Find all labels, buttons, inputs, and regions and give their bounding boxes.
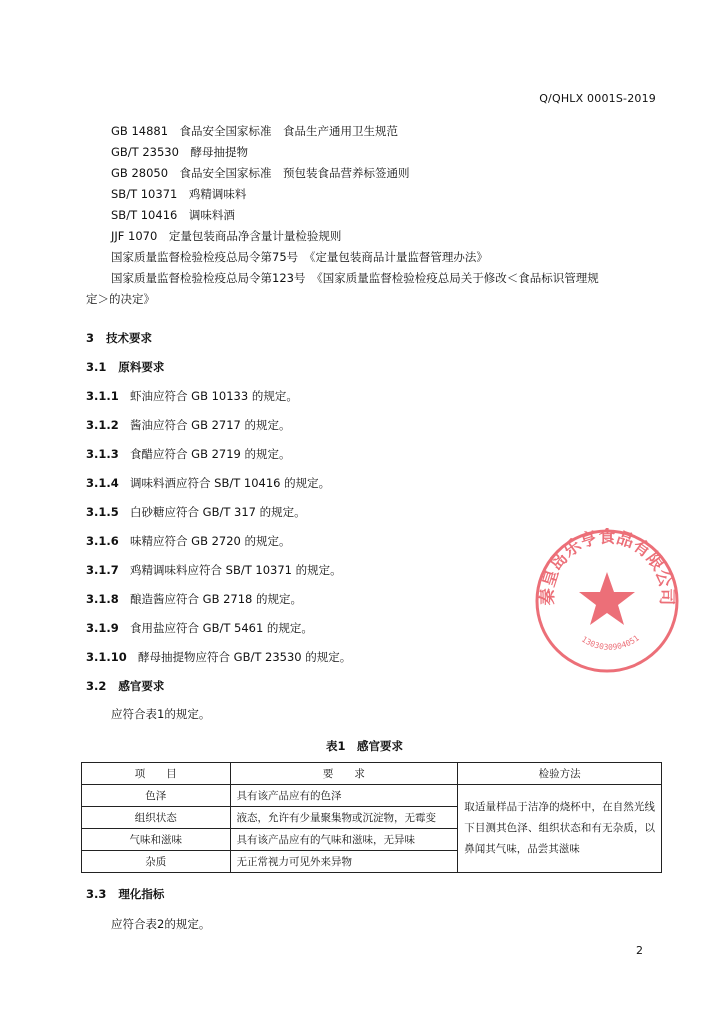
- section-title: 原料要求: [118, 360, 165, 374]
- clause-text: 食用盐应符合 GB/T 5461 的规定。: [130, 621, 313, 635]
- clause-text: 食醋应符合 GB 2719 的规定。: [130, 447, 291, 461]
- table-header: 项 目: [82, 763, 231, 785]
- clause-number: 3.1.4: [86, 476, 119, 490]
- reference-line: GB/T 23530 酵母抽提物: [111, 145, 248, 159]
- clause-line: [86, 475, 330, 491]
- section-number: 3.3: [86, 887, 107, 901]
- table-cell-item: 气味和滋味: [82, 829, 231, 851]
- table-row: [82, 785, 662, 807]
- table-cell-item: 组织状态: [82, 807, 231, 829]
- section-title: 技术要求: [106, 331, 153, 345]
- clause-text: 酱油应符合 GB 2717 的规定。: [130, 418, 291, 432]
- clause-line: [86, 620, 313, 636]
- clause-line: [86, 562, 342, 578]
- clause-line: [86, 591, 302, 607]
- clause-line: [86, 533, 291, 549]
- table-cell-requirement: 液态，允许有少量聚集物或沉淀物，无霉变: [230, 807, 458, 829]
- paragraph: 应符合表2的规定。: [111, 917, 211, 931]
- seal-code-path: 1303030904051: [579, 633, 641, 652]
- clause-number: 3.1.6: [86, 534, 119, 548]
- clause-text: 味精应符合 GB 2720 的规定。: [130, 534, 291, 548]
- table-cell-requirement: 具有该产品应有的色泽: [230, 785, 458, 807]
- table-caption: 表1 感官要求: [326, 739, 404, 753]
- reference-line-continued: 定＞的决定》: [86, 292, 155, 306]
- clause-text: 白砂糖应符合 GB/T 317 的规定。: [130, 505, 306, 519]
- subsection-heading: [86, 886, 164, 902]
- table-cell-requirement: 无正常视力可见外来异物: [230, 851, 458, 873]
- subsection-heading: [86, 359, 164, 375]
- page-number: 2: [636, 944, 643, 957]
- paragraph: 应符合表1的规定。: [111, 707, 211, 721]
- table-cell-item: 色泽: [82, 785, 231, 807]
- reference-line: SB/T 10416 调味料酒: [111, 208, 235, 222]
- seal-code: [580, 633, 641, 651]
- reference-line: 国家质量监督检验检疫总局令第75号 《定量包装商品计量监督管理办法》: [111, 250, 488, 264]
- clause-line: [86, 446, 291, 462]
- clause-number: 3.1.9: [86, 621, 119, 635]
- table-header-row: [82, 763, 662, 785]
- company-seal-stamp: [534, 528, 680, 674]
- reference-line: GB 14881 食品安全国家标准 食品生产通用卫生规范: [111, 124, 399, 138]
- clause-text: 调味料酒应符合 SB/T 10416 的规定。: [130, 476, 331, 490]
- clause-number: 3.1.8: [86, 592, 119, 606]
- table-header: 要 求: [230, 763, 458, 785]
- reference-line: GB 28050 食品安全国家标准 预包装食品营养标签通则: [111, 166, 410, 180]
- clause-line: [86, 504, 306, 520]
- clause-number: 3.1.10: [86, 650, 127, 664]
- section-heading: [86, 330, 152, 346]
- clause-number: 3.1.2: [86, 418, 119, 432]
- clause-text: 酿造酱应符合 GB 2718 的规定。: [130, 592, 303, 606]
- table-cell-method: 取适量样品于洁净的烧杯中，在自然光线下目测其色泽、组织状态和有无杂质，以鼻闻其气味，品尝其滋味: [458, 785, 662, 873]
- subsection-heading: [86, 678, 164, 694]
- reference-line: JJF 1070 定量包装商品净含量计量检验规则: [111, 229, 342, 243]
- clause-text: 虾油应符合 GB 10133 的规定。: [130, 389, 298, 403]
- sensory-table: [81, 762, 662, 873]
- clause-number: 3.1.1: [86, 389, 119, 403]
- seal-star-icon: [579, 572, 635, 625]
- clause-text: 酵母抽提物应符合 GB/T 23530 的规定。: [138, 650, 352, 664]
- clause-number: 3.1.5: [86, 505, 119, 519]
- section-number: 3: [86, 331, 95, 345]
- clause-number: 3.1.7: [86, 563, 119, 577]
- clause-number: 3.1.3: [86, 447, 119, 461]
- reference-line: 国家质量监督检验检疫总局令第123号 《国家质量监督检验检疫总局关于修改＜食品标识管理规: [111, 271, 599, 285]
- seal-company-name-path: 秦皇岛乐亨食品有限公司: [537, 528, 677, 606]
- section-number: 3.2: [86, 679, 107, 693]
- table-header: 检验方法: [458, 763, 662, 785]
- table-cell-requirement: 具有该产品应有的气味和滋味，无异味: [230, 829, 458, 851]
- table-cell-item: 杂质: [82, 851, 231, 873]
- document-id: Q/QHLX 0001S-2019: [539, 92, 656, 105]
- clause-text: 鸡精调味料应符合 SB/T 10371 的规定。: [130, 563, 342, 577]
- clause-line: [86, 388, 298, 404]
- section-title: 理化指标: [118, 887, 165, 901]
- reference-line: SB/T 10371 鸡精调味料: [111, 187, 247, 201]
- clause-line: [86, 649, 351, 665]
- section-title: 感官要求: [118, 679, 165, 693]
- clause-line: [86, 417, 291, 433]
- section-number: 3.1: [86, 360, 107, 374]
